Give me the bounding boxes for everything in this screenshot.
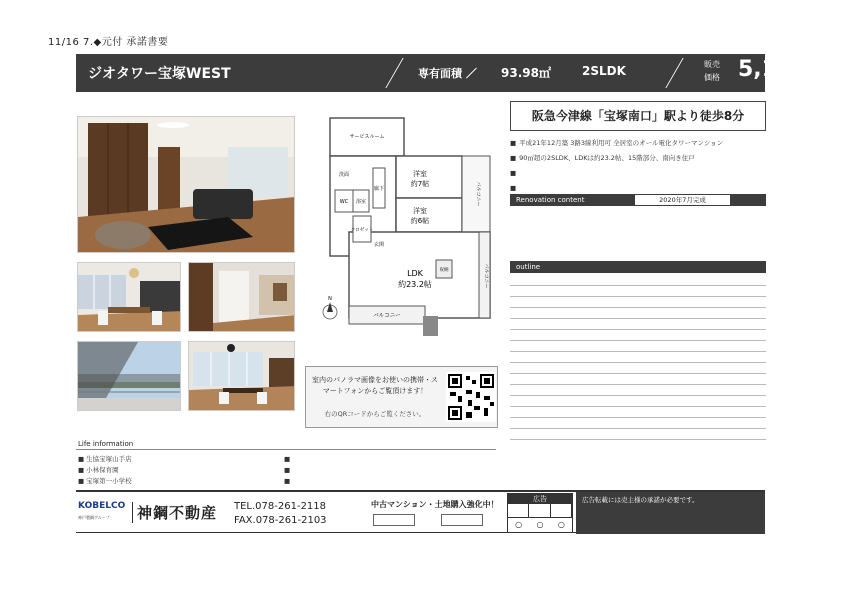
photo-dining bbox=[77, 262, 181, 332]
outline-row bbox=[510, 417, 766, 428]
outline-value bbox=[678, 384, 766, 395]
outline-row bbox=[510, 340, 766, 351]
outline-label bbox=[510, 417, 550, 428]
outline-value bbox=[550, 384, 638, 395]
footer bbox=[76, 490, 765, 533]
outline-label bbox=[638, 373, 678, 384]
divider bbox=[385, 58, 403, 88]
property-name: ジオタワー宝塚WEST bbox=[88, 66, 231, 82]
outline-row bbox=[510, 307, 766, 318]
photo-living-room bbox=[77, 116, 295, 253]
balcony-label-east: バルコニー bbox=[475, 181, 481, 207]
title-band bbox=[76, 54, 822, 111]
outline-value bbox=[550, 340, 638, 351]
agency-notice: 広告転載には売主様の承諾が必要です。 bbox=[576, 492, 765, 534]
outline-label bbox=[638, 285, 678, 296]
compass-label: N bbox=[328, 296, 332, 302]
area-label: 専有面積 ／ bbox=[418, 67, 477, 80]
outline-value bbox=[678, 329, 766, 340]
outline-value bbox=[678, 417, 766, 428]
feature-bullet bbox=[510, 168, 766, 179]
outline-label bbox=[510, 406, 550, 417]
outline-label bbox=[638, 362, 678, 373]
outline-value bbox=[550, 406, 638, 417]
contact-numbers bbox=[234, 500, 327, 528]
entrance-label: 玄関 bbox=[373, 242, 385, 248]
life-info-item: ■ 小林保育園 bbox=[78, 465, 119, 476]
bath-label: 浴室 bbox=[355, 199, 367, 205]
qr-code-icon[interactable] bbox=[446, 372, 496, 422]
renovation-header: Renovation content 2020年7月完成 bbox=[510, 194, 766, 206]
renovation-date: 2020年7月完成 bbox=[635, 195, 730, 205]
outline-label bbox=[510, 428, 550, 439]
outline-value bbox=[550, 428, 638, 439]
outline-label bbox=[510, 274, 550, 285]
outline-value bbox=[550, 362, 638, 373]
ldk-size: 約23.2帖 bbox=[398, 280, 432, 289]
station-access: 阪急今津線「宝塚南口」駅より徒歩8分 bbox=[510, 101, 766, 131]
compass-icon bbox=[323, 296, 337, 319]
outline-label bbox=[510, 395, 550, 406]
qr-subtext: 右のQRコードからご覧ください。 bbox=[324, 410, 426, 418]
life-info-item: ■ 宝塚第一小学校 bbox=[78, 476, 132, 487]
outline-label bbox=[638, 329, 678, 340]
outline-row bbox=[510, 395, 766, 406]
outline-label bbox=[638, 351, 678, 362]
outline-value bbox=[550, 373, 638, 384]
floor-plan bbox=[305, 116, 498, 356]
outline-value bbox=[678, 351, 766, 362]
service-room-label: サービスルーム bbox=[349, 134, 385, 140]
outline-label bbox=[510, 296, 550, 307]
outline-row bbox=[510, 362, 766, 373]
room-west1-label: 洋室 bbox=[413, 170, 427, 178]
header-date-line: 11/16 7.◆元付 承諾書要 bbox=[48, 37, 169, 48]
outline-label bbox=[638, 428, 678, 439]
divider bbox=[665, 58, 683, 88]
price-value: 5,180 bbox=[738, 57, 808, 82]
room-west2-size: 約6帖 bbox=[410, 217, 430, 225]
outline-value bbox=[678, 318, 766, 329]
ad-title: 中古マンション・土地購入強化中！ bbox=[371, 500, 499, 509]
photo-balcony-view bbox=[77, 341, 181, 411]
ldk-label: LDK bbox=[407, 269, 423, 278]
logo-group: 神戸製鋼グループ bbox=[78, 515, 110, 520]
outline-row bbox=[510, 406, 766, 417]
outline-value bbox=[678, 406, 766, 417]
life-info-title: Life information bbox=[78, 440, 134, 448]
room-west2-label: 洋室 bbox=[413, 207, 427, 215]
outline-value bbox=[550, 395, 638, 406]
room-west1-size: 約7帖 bbox=[410, 180, 430, 188]
outline-label bbox=[510, 351, 550, 362]
logo-brand: KOBELCO bbox=[78, 501, 126, 511]
outline-label bbox=[510, 307, 550, 318]
feature-bullet bbox=[510, 183, 766, 194]
photo-hallway bbox=[188, 262, 295, 332]
outline-table bbox=[510, 274, 766, 440]
outline-label bbox=[638, 417, 678, 428]
storage-label: 収納 bbox=[439, 268, 449, 273]
qr-text: 室内のパノラマ画像をお使いの携帯・スマートフォンからご覧頂けます！ bbox=[312, 376, 438, 395]
tel-number[interactable]: TEL.078-261-2118 bbox=[234, 501, 327, 512]
wc-label: WC bbox=[339, 199, 349, 205]
hall-label: 廊下 bbox=[373, 186, 385, 192]
outline-value bbox=[678, 285, 766, 296]
outline-row bbox=[510, 274, 766, 285]
outline-label bbox=[638, 406, 678, 417]
ad-box bbox=[441, 514, 483, 526]
outline-value bbox=[678, 362, 766, 373]
outline-label bbox=[510, 329, 550, 340]
outline-label bbox=[510, 285, 550, 296]
outline-label bbox=[510, 384, 550, 395]
price-unit: (税込) 万円 bbox=[812, 60, 822, 111]
outline-value bbox=[550, 417, 638, 428]
outline-label bbox=[510, 373, 550, 384]
company-name: 神鋼不動産 bbox=[132, 502, 217, 523]
outline-row bbox=[510, 329, 766, 340]
outline-value bbox=[550, 318, 638, 329]
outline-label bbox=[638, 384, 678, 395]
balcony-label-ldk: バルコニー bbox=[483, 263, 489, 289]
outline-value bbox=[678, 428, 766, 439]
ad-box bbox=[373, 514, 415, 526]
balcony-label-south: バルコニー bbox=[373, 313, 401, 319]
feature-bullet: ■ 平成21年12月築 3路3線利用可 全居室のオール電化タワーマンション bbox=[510, 138, 766, 149]
outline-value bbox=[678, 307, 766, 318]
outline-value bbox=[550, 307, 638, 318]
outline-value bbox=[550, 329, 638, 340]
life-info-item bbox=[284, 476, 292, 487]
feature-bullets bbox=[510, 138, 766, 198]
outline-value bbox=[550, 296, 638, 307]
life-info-item bbox=[284, 465, 292, 476]
outline-label bbox=[638, 318, 678, 329]
fax-number: FAX.078-261-2103 bbox=[234, 515, 327, 526]
layout-type: 2SLDK bbox=[582, 64, 626, 78]
outline-label bbox=[638, 307, 678, 318]
outline-row bbox=[510, 373, 766, 384]
outline-value bbox=[550, 351, 638, 362]
outline-row bbox=[510, 384, 766, 395]
outline-label bbox=[510, 318, 550, 329]
outline-label bbox=[510, 362, 550, 373]
closet-label: クロゼット bbox=[350, 228, 374, 233]
price-label: 販売 価格 bbox=[704, 60, 720, 82]
area-value: 93.98㎡ bbox=[501, 66, 551, 80]
outline-row bbox=[510, 285, 766, 296]
outline-row bbox=[510, 318, 766, 329]
feature-bullet: ■ 90㎡超の2SLDK、LDKは約23.2帖、15階部分、南向き住戸 bbox=[510, 153, 766, 164]
outline-label bbox=[510, 340, 550, 351]
outline-value bbox=[678, 373, 766, 384]
outline-value bbox=[678, 395, 766, 406]
photo-ldk-window bbox=[188, 341, 295, 411]
divider bbox=[76, 449, 496, 450]
outline-header: outline bbox=[510, 261, 766, 273]
outline-row bbox=[510, 428, 766, 439]
outline-label bbox=[638, 274, 678, 285]
outline-value bbox=[550, 285, 638, 296]
outline-value bbox=[550, 274, 638, 285]
outline-label bbox=[638, 395, 678, 406]
ad-type-box: 広告 ○ ○ ○ bbox=[507, 493, 573, 533]
qr-panel bbox=[305, 366, 498, 428]
laundry-label: 洗面 bbox=[338, 172, 350, 178]
outline-row bbox=[510, 296, 766, 307]
life-info-item: ■ 生協宝塚山手店 bbox=[78, 454, 132, 465]
life-info-item bbox=[284, 454, 292, 465]
outline-label bbox=[638, 296, 678, 307]
outline-value bbox=[678, 274, 766, 285]
outline-value bbox=[678, 340, 766, 351]
outline-value bbox=[678, 296, 766, 307]
outline-row bbox=[510, 351, 766, 362]
outline-label bbox=[638, 340, 678, 351]
